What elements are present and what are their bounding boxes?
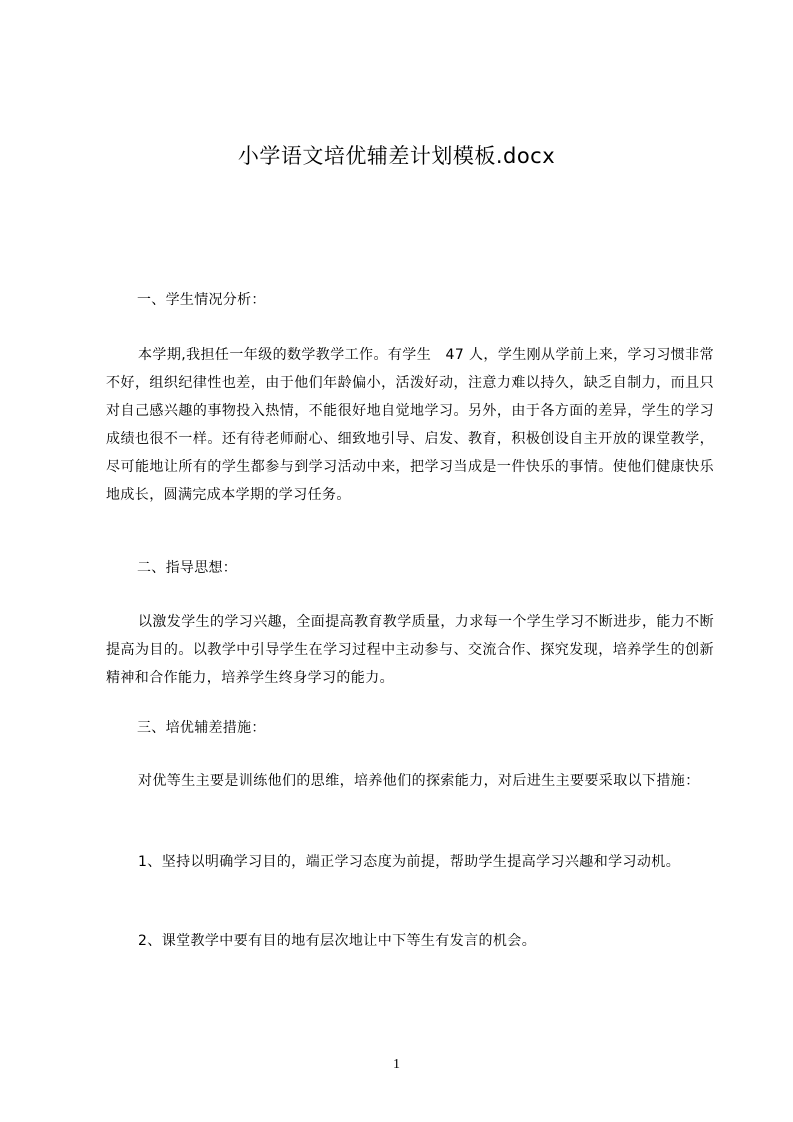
paragraph-student-analysis: 本学期,我担任一年级的数学教学工作。有学生 47 人，学生刚从学前上来，学习习惯非常不好，组织纪律性也差，由于他们年龄偏小，活泼好动，注意力难以持久，缺乏自制力，而且只对自己感兴趣的事物投入热情，不能很好地自觉地学习。另外，由于各方面的差异，学生的学习成绩也很不一样。还有待老师耐心、细致地引导、启发、教育，积极创设自主开放的课堂教学，尽可能地让所有的学生都参与到学习活动中来，把学习当成是一件快乐的事情。使他们健康快乐地成长，圆满完成本学期的学习任务。 <box>106 347 714 503</box>
section-heading-guiding-thought: 二、指导思想： <box>137 560 238 576</box>
section-heading-student-analysis: 一、学生情况分析： <box>137 292 266 308</box>
page-number: 1 <box>393 1057 400 1072</box>
paragraph-measure-1: 1、坚持以明确学习目的，端正学习态度为前提，帮助学生提高学习兴趣和学习动机。 <box>138 854 681 870</box>
paragraph-measure-2: 2、课堂教学中要有目的地有层次地让中下等生有发言的机会。 <box>138 933 537 949</box>
section-heading-measures: 三、培优辅差措施： <box>137 720 266 736</box>
paragraph-guiding-thought: 以激发学生的学习兴趣，全面提高教育教学质量，力求每一个学生学习不断进步，能力不断提高为目的。以教学中引导学生在学习过程中主动参与、交流合作、探究发现，培养学生的创新精神和合作能力，培养学生终身学习的能力。 <box>106 614 714 686</box>
paragraph-measures-intro: 对优等生主要是训练他们的思维，培养他们的探索能力，对后进生主要要采取以下措施： <box>138 773 700 789</box>
document-title: 小学语文培优辅差计划模板.docx <box>237 144 556 168</box>
